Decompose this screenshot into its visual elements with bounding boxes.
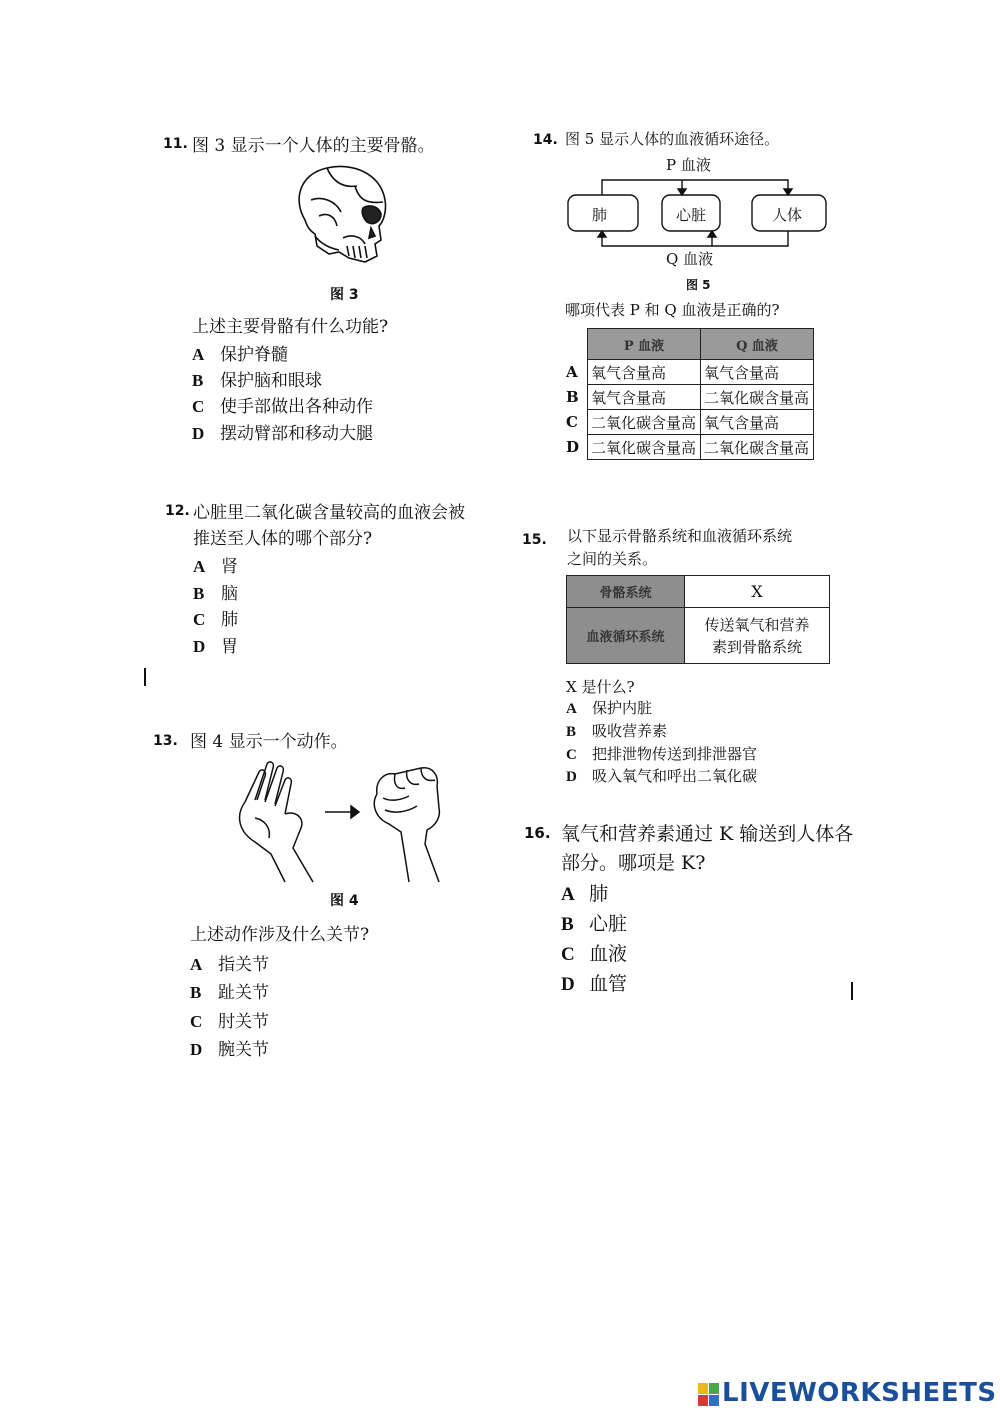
q-blood-header: Q 血液: [701, 329, 814, 360]
q12-number: 12.: [165, 503, 190, 519]
q13-option-d[interactable]: D 腕关节: [190, 1040, 269, 1060]
q15-option-a[interactable]: A 保护内脏: [566, 699, 653, 717]
figure-4-caption: 图 4: [330, 893, 359, 909]
q14-stem: 图 5 显示人体的血液循环途径。: [565, 130, 780, 148]
q-blood-label: Q 血液: [666, 250, 714, 268]
q12-stem-line2: 推送至人体的哪个部分?: [193, 529, 373, 549]
q12-option-a[interactable]: A 肾: [193, 557, 238, 577]
q12-option-b[interactable]: B 脑: [193, 584, 238, 604]
q12-stem-line1: 心脏里二氧化碳含量较高的血液会被: [193, 503, 465, 523]
q15-question: X 是什么?: [566, 678, 635, 696]
q16-stem-line2: 部分。哪项是 K?: [561, 852, 706, 874]
q11-option-b[interactable]: B 保护脑和眼球: [192, 371, 322, 391]
q13-stem: 图 4 显示一个动作。: [190, 732, 348, 752]
transport-cell: 传送氧气和营养 素到骨骼系统: [685, 608, 830, 664]
q14-answer-table: [563, 328, 814, 460]
q16-option-b[interactable]: B 心脏: [561, 913, 628, 935]
q15-stem-line2: 之间的关系。: [567, 550, 658, 568]
body-box-label: 人体: [772, 206, 803, 224]
liveworksheets-branding[interactable]: [698, 1378, 997, 1410]
q16-option-d[interactable]: D 血管: [561, 973, 628, 995]
q12-option-c[interactable]: C 肺: [193, 610, 238, 630]
table-row[interactable]: C 二氧化碳含量高 氧气含量高: [563, 410, 814, 435]
q13-option-b[interactable]: B 趾关节: [190, 983, 269, 1003]
heart-box-label: 心脏: [676, 206, 707, 224]
liveworksheets-logo-icon: [698, 1383, 720, 1407]
q11-stem: 图 3 显示一个人体的主要骨骼。: [192, 136, 435, 156]
figure-5-caption: 图 5: [686, 278, 711, 292]
p-blood-header: P 血液: [588, 329, 701, 360]
q16-option-a[interactable]: A 肺: [561, 883, 609, 905]
figure-3-caption: 图 3: [330, 287, 359, 303]
q13-question: 上述动作涉及什么关节?: [190, 925, 370, 945]
q13-number: 13.: [153, 733, 178, 749]
q15-option-b[interactable]: B 吸收营养素: [566, 722, 668, 740]
q11-number: 11.: [163, 136, 188, 152]
margin-mark: [144, 668, 146, 686]
table-row[interactable]: D 二氧化碳含量高 二氧化碳含量高: [563, 435, 814, 460]
q15-option-c[interactable]: C 把排泄物传送到排泄器官: [566, 745, 758, 763]
table-row[interactable]: A 氧气含量高 氧气含量高: [563, 360, 814, 385]
q15-number: 15.: [522, 532, 547, 548]
q16-stem-line1: 氧气和营养素通过 K 输送到人体各: [561, 823, 854, 845]
liveworksheets-brand-text: LIVEWORKSHEETS: [722, 1378, 997, 1408]
q11-option-c[interactable]: C 使手部做出各种动作: [192, 397, 373, 417]
q15-relation-table: [566, 575, 830, 664]
q13-option-c[interactable]: C 肘关节: [190, 1012, 269, 1032]
skull-icon: [285, 160, 395, 272]
q16-number: 16.: [524, 824, 551, 842]
margin-mark: [851, 982, 853, 1000]
q12-option-d[interactable]: D 胃: [193, 637, 238, 657]
q15-option-d[interactable]: D 吸入氧气和呼出二氧化碳: [566, 767, 758, 785]
skeletal-system-cell: 骨骼系统: [567, 576, 685, 608]
table-row[interactable]: B 氧气含量高 二氧化碳含量高: [563, 385, 814, 410]
q14-number: 14.: [533, 132, 558, 148]
x-cell: X: [685, 576, 830, 608]
q13-option-a[interactable]: A 指关节: [190, 955, 269, 975]
q15-stem-line1: 以下显示骨骼系统和血液循环系统: [567, 527, 793, 545]
circulation-diagram: [562, 150, 842, 272]
q11-option-d[interactable]: D 摆动臂部和移动大腿: [192, 424, 373, 444]
q16-option-c[interactable]: C 血液: [561, 943, 628, 965]
q14-question: 哪项代表 P 和 Q 血液是正确的?: [565, 301, 780, 319]
lung-box-label: 肺: [592, 206, 608, 224]
circulatory-system-cell: 血液循环系统: [567, 608, 685, 664]
q11-option-a[interactable]: A 保护脊髓: [192, 345, 288, 365]
p-blood-label: P 血液: [666, 156, 711, 174]
hand-open-to-fist-icon: [225, 758, 465, 884]
q11-question: 上述主要骨骼有什么功能?: [192, 317, 389, 337]
